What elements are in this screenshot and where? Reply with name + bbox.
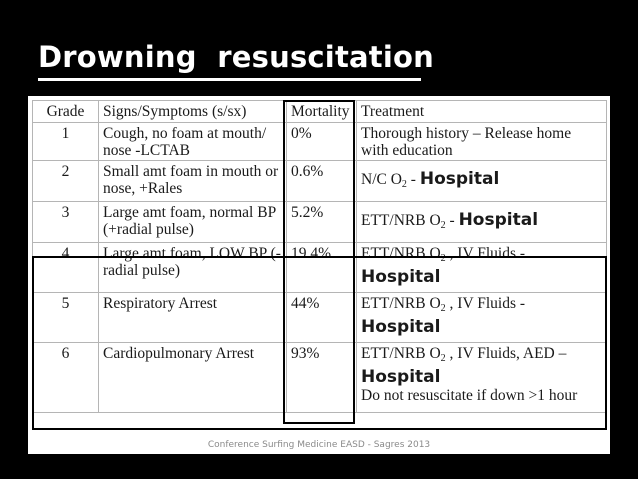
- grade-cell: 2: [33, 161, 99, 202]
- treatment-cell: Thorough history – Release home with education: [357, 123, 607, 161]
- table-row: [33, 161, 607, 202]
- header-grade: Grade: [33, 101, 99, 123]
- mortality-cell: 19.4%: [287, 243, 357, 293]
- grade-cell: 1: [33, 123, 99, 161]
- mortality-cell: 5.2%: [287, 202, 357, 243]
- treatment-cell: [357, 202, 607, 243]
- treatment-cell: [357, 343, 607, 413]
- signs-cell: Large amt foam, normal BP (+radial pulse): [99, 202, 287, 243]
- title-underline: [38, 78, 421, 81]
- grade-cell: 6: [33, 343, 99, 413]
- header-treatment: Treatment: [357, 101, 607, 123]
- table-row: [33, 202, 607, 243]
- signs-cell: Cardiopulmonary Arrest: [99, 343, 287, 413]
- treatment-text: , IV Fluids, AED –: [445, 345, 567, 362]
- hospital-label: Hospital: [419, 168, 500, 189]
- subscript: 2: [440, 353, 446, 364]
- signs-cell: Cough, no foam at mouth/ nose -LCTAB: [99, 123, 287, 161]
- table-row: [33, 123, 607, 161]
- treatment-text: , IV Fluids -: [445, 295, 526, 312]
- grade-cell: 5: [33, 293, 99, 343]
- slide-title: Drowning resuscitation: [38, 40, 434, 74]
- subscript: 2: [440, 303, 446, 314]
- mortality-cell: 0.6%: [287, 161, 357, 202]
- treatment-text: ETT/NRB O: [361, 295, 441, 312]
- treatment-cell: [357, 243, 607, 293]
- treatment-cell: [357, 293, 607, 343]
- treatment-cell: [357, 161, 607, 202]
- treatment-text: , IV Fluids -: [445, 245, 526, 262]
- hospital-label: Hospital: [458, 209, 539, 230]
- treatment-text: -: [445, 211, 459, 229]
- header-mortality: Mortality: [287, 101, 357, 123]
- subscript: 2: [401, 178, 407, 190]
- subscript: 2: [440, 219, 446, 231]
- mortality-cell: 0%: [287, 123, 357, 161]
- mortality-cell: 44%: [287, 293, 357, 343]
- slide-footer: Conference Surfing Medicine EASD - Sagres 2013: [207, 440, 431, 450]
- subscript: 2: [440, 253, 446, 264]
- table-row: [33, 343, 607, 413]
- header-signs: Signs/Symptoms (s/sx): [99, 101, 287, 123]
- treatment-text: N/C O: [361, 170, 402, 188]
- table-header-row: [33, 101, 607, 123]
- hospital-label: Hospital: [361, 367, 441, 387]
- signs-cell: Large amt foam, LOW BP (-radial pulse): [99, 243, 287, 293]
- signs-cell: Small amt foam in mouth or nose, +Rales: [99, 161, 287, 202]
- table-row: [33, 293, 607, 343]
- table-row: [33, 243, 607, 293]
- drowning-grade-table: [32, 100, 607, 413]
- treatment-text: -: [406, 170, 420, 188]
- treatment-text: ETT/NRB O: [361, 245, 441, 262]
- grade-cell: 3: [33, 202, 99, 243]
- grade-cell: 4: [33, 243, 99, 293]
- signs-cell: Respiratory Arrest: [99, 293, 287, 343]
- mortality-cell: 93%: [287, 343, 357, 413]
- treatment-text: ETT/NRB O: [361, 345, 441, 362]
- hospital-label: Hospital: [361, 317, 441, 337]
- treatment-note: Do not resuscitate if down >1 hour: [361, 387, 578, 404]
- treatment-text: ETT/NRB O: [361, 211, 441, 229]
- table-panel: [28, 96, 610, 454]
- hospital-label: Hospital: [361, 267, 441, 287]
